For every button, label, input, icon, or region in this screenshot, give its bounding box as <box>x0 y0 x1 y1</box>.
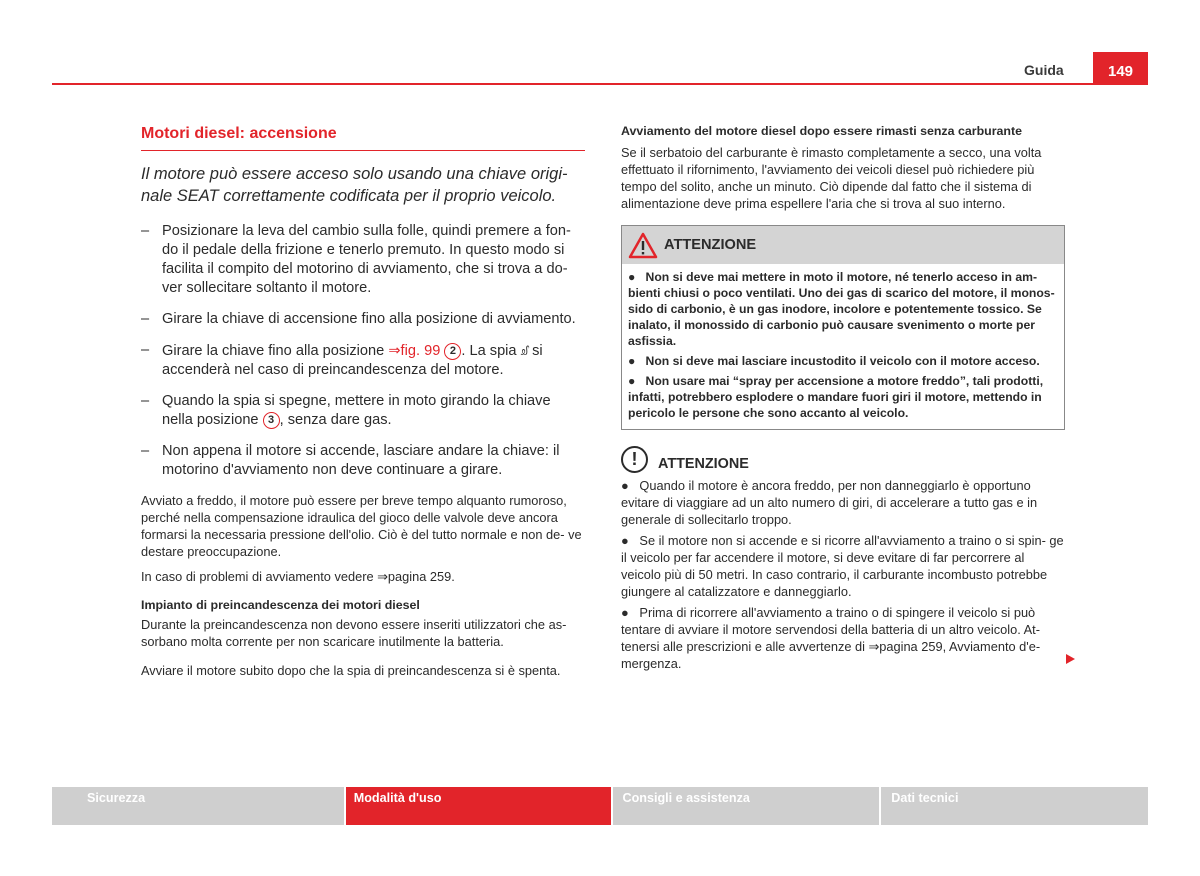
step-text: si accenderà nel caso di preincandescenza del motore. <box>162 343 543 378</box>
tab-consigli-assistenza[interactable]: Consigli e assistenza <box>613 787 880 825</box>
position-number-badge: 2 <box>444 343 461 360</box>
bullet-icon: ● <box>621 478 629 493</box>
warning-label: ATTENZIONE <box>664 237 757 253</box>
step-text: Girare la chiave fino alla posizione <box>162 343 389 359</box>
caution-item: ● Quando il motore è ancora freddo, per non danneggiarlo è opportuno evitare di viaggiare ad un alto numero di giri, di accelerare a tutto gas e in generale di sollecitarlo troppo. <box>621 478 1038 527</box>
left-column <box>141 123 585 679</box>
step-text: Posizionare la leva del cambio sulla folle, quindi premere a fon- do il pedale della frizione e tenerlo premuto. In questo modo si facilita il compito del motorino di avviamento, che si trova a do- ver sollecitare soltanto il motore. <box>162 223 571 296</box>
intro-line-2: nale SEAT correttamente codificata per il proprio veicolo. <box>141 187 557 205</box>
warning-header <box>622 226 1064 264</box>
dash-marker: – <box>141 342 150 358</box>
subheading: Impianto di preincandescenza dei motori diesel <box>141 598 420 612</box>
bullet-icon: ● <box>628 374 636 388</box>
bullet-icon: ● <box>621 605 629 620</box>
warning-item: ● Non si deve mai mettere in moto il motore, né tenerlo acceso in am- bienti chiusi o poco ventilati. Uno dei gas di scarico del motore, il monos- sido di carbonio, è un gas inodore, incolore e potentemente tossico. Se inalato, il monossido di carbonio può causare svenimento o morte per asfissia. <box>628 270 1055 348</box>
caution-item: ● Prima di ricorrere all'avviamento a traino o di spingere il veicolo si può tentare di avviare il motore servendosi della batteria di un altro veicolo. At- tenersi alle prescrizioni e alle avvertenze di ⇒pagina 259, Avviamento d'e- mergenza. <box>621 605 1041 671</box>
header-rule <box>52 83 1148 85</box>
step-text: Non appena il motore si accende, lasciare andare la chiave: il motorino d'avviamento non deve continuare a girare. <box>162 443 560 478</box>
step-item <box>141 341 585 380</box>
section-title: Motori diesel: accensione <box>141 123 585 151</box>
intro-text <box>141 163 585 207</box>
tab-modalita-uso[interactable]: Modalità d'uso <box>346 787 611 825</box>
step-item <box>141 442 585 480</box>
continue-arrow-icon <box>1066 654 1075 664</box>
glow-plug-icon: ᦾ <box>520 343 529 358</box>
body-paragraph: Avviare il motore subito dopo che la spia di preincandescenza si è spenta. <box>141 663 561 678</box>
dash-marker: – <box>141 443 150 459</box>
caution-header <box>621 446 1065 473</box>
step-item <box>141 222 585 298</box>
warning-box <box>621 225 1065 430</box>
warning-body <box>622 264 1064 429</box>
step-item <box>141 392 585 430</box>
body-paragraph: Se il serbatoio del carburante è rimasto completamente a secco, una volta effettuato il rifornimento, l'avviamento dei veicoli diesel può richiedere più tempo del solito, anche un minuto. Ciò dipende dal fatto che il sistema di alimentazione deve prima espellere l'aria che si trova al suo interno. <box>621 145 1042 211</box>
step-item <box>141 310 585 329</box>
intro-line-1: Il motore può essere acceso solo usando una chiave origi- <box>141 165 568 183</box>
position-number-badge: 3 <box>263 412 280 429</box>
bullet-icon: ● <box>628 270 636 284</box>
caution-label: ATTENZIONE <box>658 456 749 472</box>
body-paragraph: Durante la preincandescenza non devono essere inseriti utilizzatori che as- sorbano molta corrente per non scaricare inutilmente la batteria. <box>141 617 567 649</box>
page-reference-paragraph[interactable]: In caso di problemi di avviamento vedere ⇒pagina 259. <box>141 569 455 584</box>
warning-triangle-icon <box>628 232 658 259</box>
warning-item: ● Non usare mai “spray per accensione a motore freddo”, tali prodotti, infatti, potrebbero esplodere o mandare fuori giri il motore, mettendo in pericolo le persone che sono accanto al veicolo. <box>628 374 1044 420</box>
caution-item: ● Se il motore non si accende e si ricorre all'avviamento a traino o si spin- ge il veicolo per far accendere il motore, si deve evitare di far percorrere al veicolo più di 50 metri. In caso contrario, il carburante incombusto potrebbe giungere al catalizzatore e danneggiarlo. <box>621 533 1064 599</box>
bullet-icon: ● <box>628 354 636 368</box>
header-section-title: Guida <box>1024 62 1064 78</box>
tab-dati-tecnici[interactable]: Dati tecnici <box>881 787 1148 825</box>
tab-sicurezza[interactable]: Sicurezza <box>52 787 344 825</box>
bullet-icon: ● <box>621 533 629 548</box>
step-text: . La spia <box>461 343 521 359</box>
figure-reference-link[interactable]: ⇒fig. 99 <box>388 343 441 359</box>
body-paragraph: Avviato a freddo, il motore può essere per breve tempo alquanto rumoroso, perché nella compensazione idraulica del gioco delle valvole deve ancora formarsi la necessaria pressione dell'olio. Ciò è del tutto normale e non de- ve destare preoccupazione. <box>141 493 582 559</box>
dash-marker: – <box>141 311 150 327</box>
warning-item: ● Non si deve mai lasciare incustodito il veicolo con il motore acceso. <box>628 354 1040 368</box>
step-text: Girare la chiave di accensione fino alla posizione di avviamento. <box>162 311 576 327</box>
steps-list <box>141 222 585 480</box>
step-text: Quando la spia si spegne, mettere in moto girando la chiave nella posizione <box>162 393 551 428</box>
footer-nav <box>52 787 1148 825</box>
dash-marker: – <box>141 393 150 409</box>
step-text: , senza dare gas. <box>279 412 392 428</box>
page-number: 149 <box>1093 52 1148 85</box>
subheading: Avviamento del motore diesel dopo essere rimasti senza carburante <box>621 124 1023 138</box>
dash-marker: – <box>141 223 150 239</box>
exclamation-circle-icon: ! <box>621 446 648 473</box>
right-column <box>621 123 1065 676</box>
